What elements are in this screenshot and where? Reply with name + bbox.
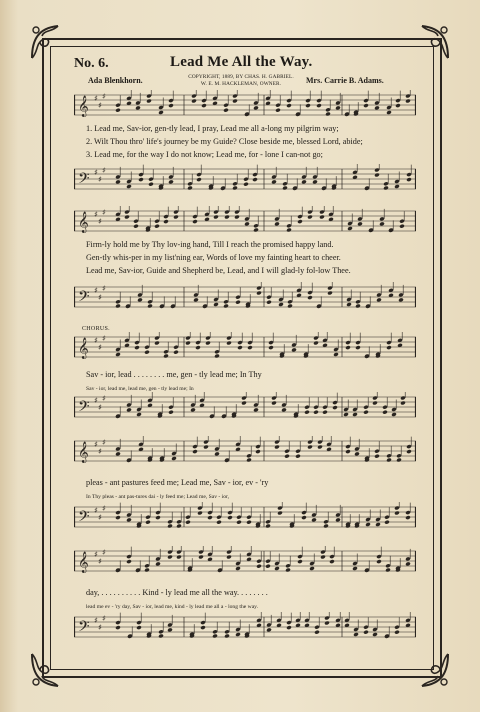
- corner-ornament-icon: [412, 22, 452, 62]
- svg-text:♯: ♯: [102, 614, 106, 623]
- verse-1-line-2: Firm-ly hold me by Thy lov-ing hand, Till I reach the promised happy land.: [86, 240, 334, 249]
- note-heads: [115, 164, 412, 191]
- svg-text:♯: ♯: [98, 403, 102, 412]
- key-signature-icon: [94, 166, 106, 184]
- svg-text:♯: ♯: [98, 101, 102, 110]
- clef-icon: 𝄢: [78, 508, 90, 529]
- svg-text:♯: ♯: [98, 513, 102, 522]
- svg-text:♯: ♯: [94, 168, 98, 177]
- svg-text:♯: ♯: [98, 343, 102, 352]
- hymn-number: No. 6.: [74, 56, 109, 71]
- clef-icon: 𝄞: [78, 552, 89, 573]
- chorus-bass-lyric-line-3: lead me ev - 'ry day, Sav - ior, lead me, kind - ly lead me all a - long the way.: [86, 604, 259, 610]
- hymn-composer: Ada Blenkhorn.: [88, 76, 143, 85]
- clef-icon: 𝄞: [78, 338, 89, 359]
- chorus-label: CHORUS.: [82, 326, 110, 332]
- music-staff-treble: [74, 332, 416, 362]
- verse-3-line-1: 3. Lead me, for the way I do not know; Lead me, for - lone I can-not go;: [86, 150, 323, 159]
- svg-text:♯: ♯: [94, 550, 98, 559]
- svg-text:♯: ♯: [98, 557, 102, 566]
- staff-lines: [74, 551, 416, 571]
- note-heads: [115, 436, 412, 463]
- copyright-line-1: COPYRIGHT, 1889, BY CHAS. H. GABRIEL.: [188, 74, 294, 80]
- chorus-lyric-line-1: Sav - ior, lead . . . . . . . . me, gen - tly lead me; In Thy: [86, 370, 262, 379]
- svg-text:♯: ♯: [94, 286, 98, 295]
- copyright-line-2: W. E. M. HACKLEMAN, OWNER.: [200, 81, 282, 87]
- svg-text:♯: ♯: [102, 504, 106, 513]
- svg-text:♯: ♯: [98, 217, 102, 226]
- staff-lines: [74, 287, 416, 307]
- music-staff-bass: [74, 164, 416, 194]
- svg-text:♯: ♯: [102, 284, 106, 293]
- clef-icon: 𝄢: [78, 288, 90, 309]
- clef-icon: 𝄞: [78, 442, 89, 463]
- note-heads: [115, 206, 405, 233]
- chorus-bass-lyric-line-2: In Thy pleas - ant pas-tures dai - ly feed me; Lead me, Sav - ior,: [86, 494, 230, 500]
- clef-icon: 𝄢: [78, 170, 90, 191]
- copyright-notice: [176, 74, 306, 88]
- corner-ornament-icon: [412, 650, 452, 690]
- svg-text:♯: ♯: [98, 293, 102, 302]
- svg-text:♯: ♯: [94, 396, 98, 405]
- note-heads: [115, 90, 411, 117]
- verse-1-line-1: 1. Lead me, Sav-ior, gen-tly lead, I pray, Lead me all a-long my pilgrim way;: [86, 124, 339, 133]
- key-signature-icon: [94, 92, 106, 110]
- music-staff-bass: [74, 282, 416, 312]
- svg-text:♯: ♯: [94, 440, 98, 449]
- note-heads: [115, 282, 404, 309]
- clef-icon: 𝄢: [78, 398, 90, 419]
- clef-icon: 𝄞: [78, 96, 89, 117]
- chorus-lyric-line-3: day, . . . . . . . . . . Kind - ly lead me all the way. . . . . . . .: [86, 588, 268, 597]
- svg-text:♯: ♯: [102, 548, 106, 557]
- verse-2-line-1: 2. Wilt Thou thro' life's journey be my Guide? Close beside me, blessed Lord, abide;: [86, 137, 363, 146]
- corner-ornament-icon: [28, 22, 68, 62]
- svg-text:♯: ♯: [94, 210, 98, 219]
- verse-3-line-2: Lead me, Sav-ior, Guide and Shepherd be, Lead, and I will glad-ly fol-low Thee.: [86, 266, 351, 275]
- svg-text:♯: ♯: [102, 92, 106, 101]
- music-staff-bass: [74, 502, 416, 532]
- hymn-title: Lead Me All the Way.: [170, 54, 313, 70]
- note-heads: [115, 612, 411, 639]
- key-signature-icon: [94, 208, 106, 226]
- chorus-bass-lyric-line-1: Sav - ior, lead me, lead me, gen - tly lead me; In: [86, 386, 194, 392]
- note-heads: [115, 546, 411, 573]
- svg-text:♯: ♯: [94, 616, 98, 625]
- svg-text:♯: ♯: [94, 336, 98, 345]
- music-staff-treble: [74, 546, 416, 576]
- svg-text:♯: ♯: [102, 438, 106, 447]
- staff-lines: [74, 441, 416, 461]
- hymn-author: Mrs. Carrie B. Adams.: [306, 76, 384, 85]
- music-staff-bass: [74, 612, 416, 642]
- svg-text:♯: ♯: [102, 208, 106, 217]
- note-heads: [115, 332, 403, 359]
- svg-text:♯: ♯: [98, 175, 102, 184]
- staff-lines: [74, 507, 416, 527]
- svg-text:♯: ♯: [98, 623, 102, 632]
- note-heads: [115, 392, 406, 419]
- corner-ornament-icon: [28, 650, 68, 690]
- svg-text:♯: ♯: [102, 394, 106, 403]
- music-staff-bass: [74, 392, 416, 422]
- chorus-lyric-line-2: pleas - ant pastures feed me; Lead me, Sav - ior, ev - 'ry: [86, 478, 269, 487]
- note-heads: [115, 502, 411, 528]
- svg-text:♯: ♯: [98, 447, 102, 456]
- svg-text:♯: ♯: [94, 94, 98, 103]
- svg-text:♯: ♯: [102, 166, 106, 175]
- staff-lines: [74, 211, 416, 231]
- svg-text:♯: ♯: [94, 506, 98, 515]
- music-staff-treble: [74, 90, 416, 120]
- music-staff-treble: [74, 436, 416, 466]
- music-staff-treble: [74, 206, 416, 236]
- clef-icon: 𝄢: [78, 618, 90, 639]
- clef-icon: 𝄞: [78, 212, 89, 233]
- verse-2-line-2: Gen-tly whis-per in my list'ning ear, Words of love my fainting heart to cheer.: [86, 253, 341, 262]
- svg-text:♯: ♯: [102, 334, 106, 343]
